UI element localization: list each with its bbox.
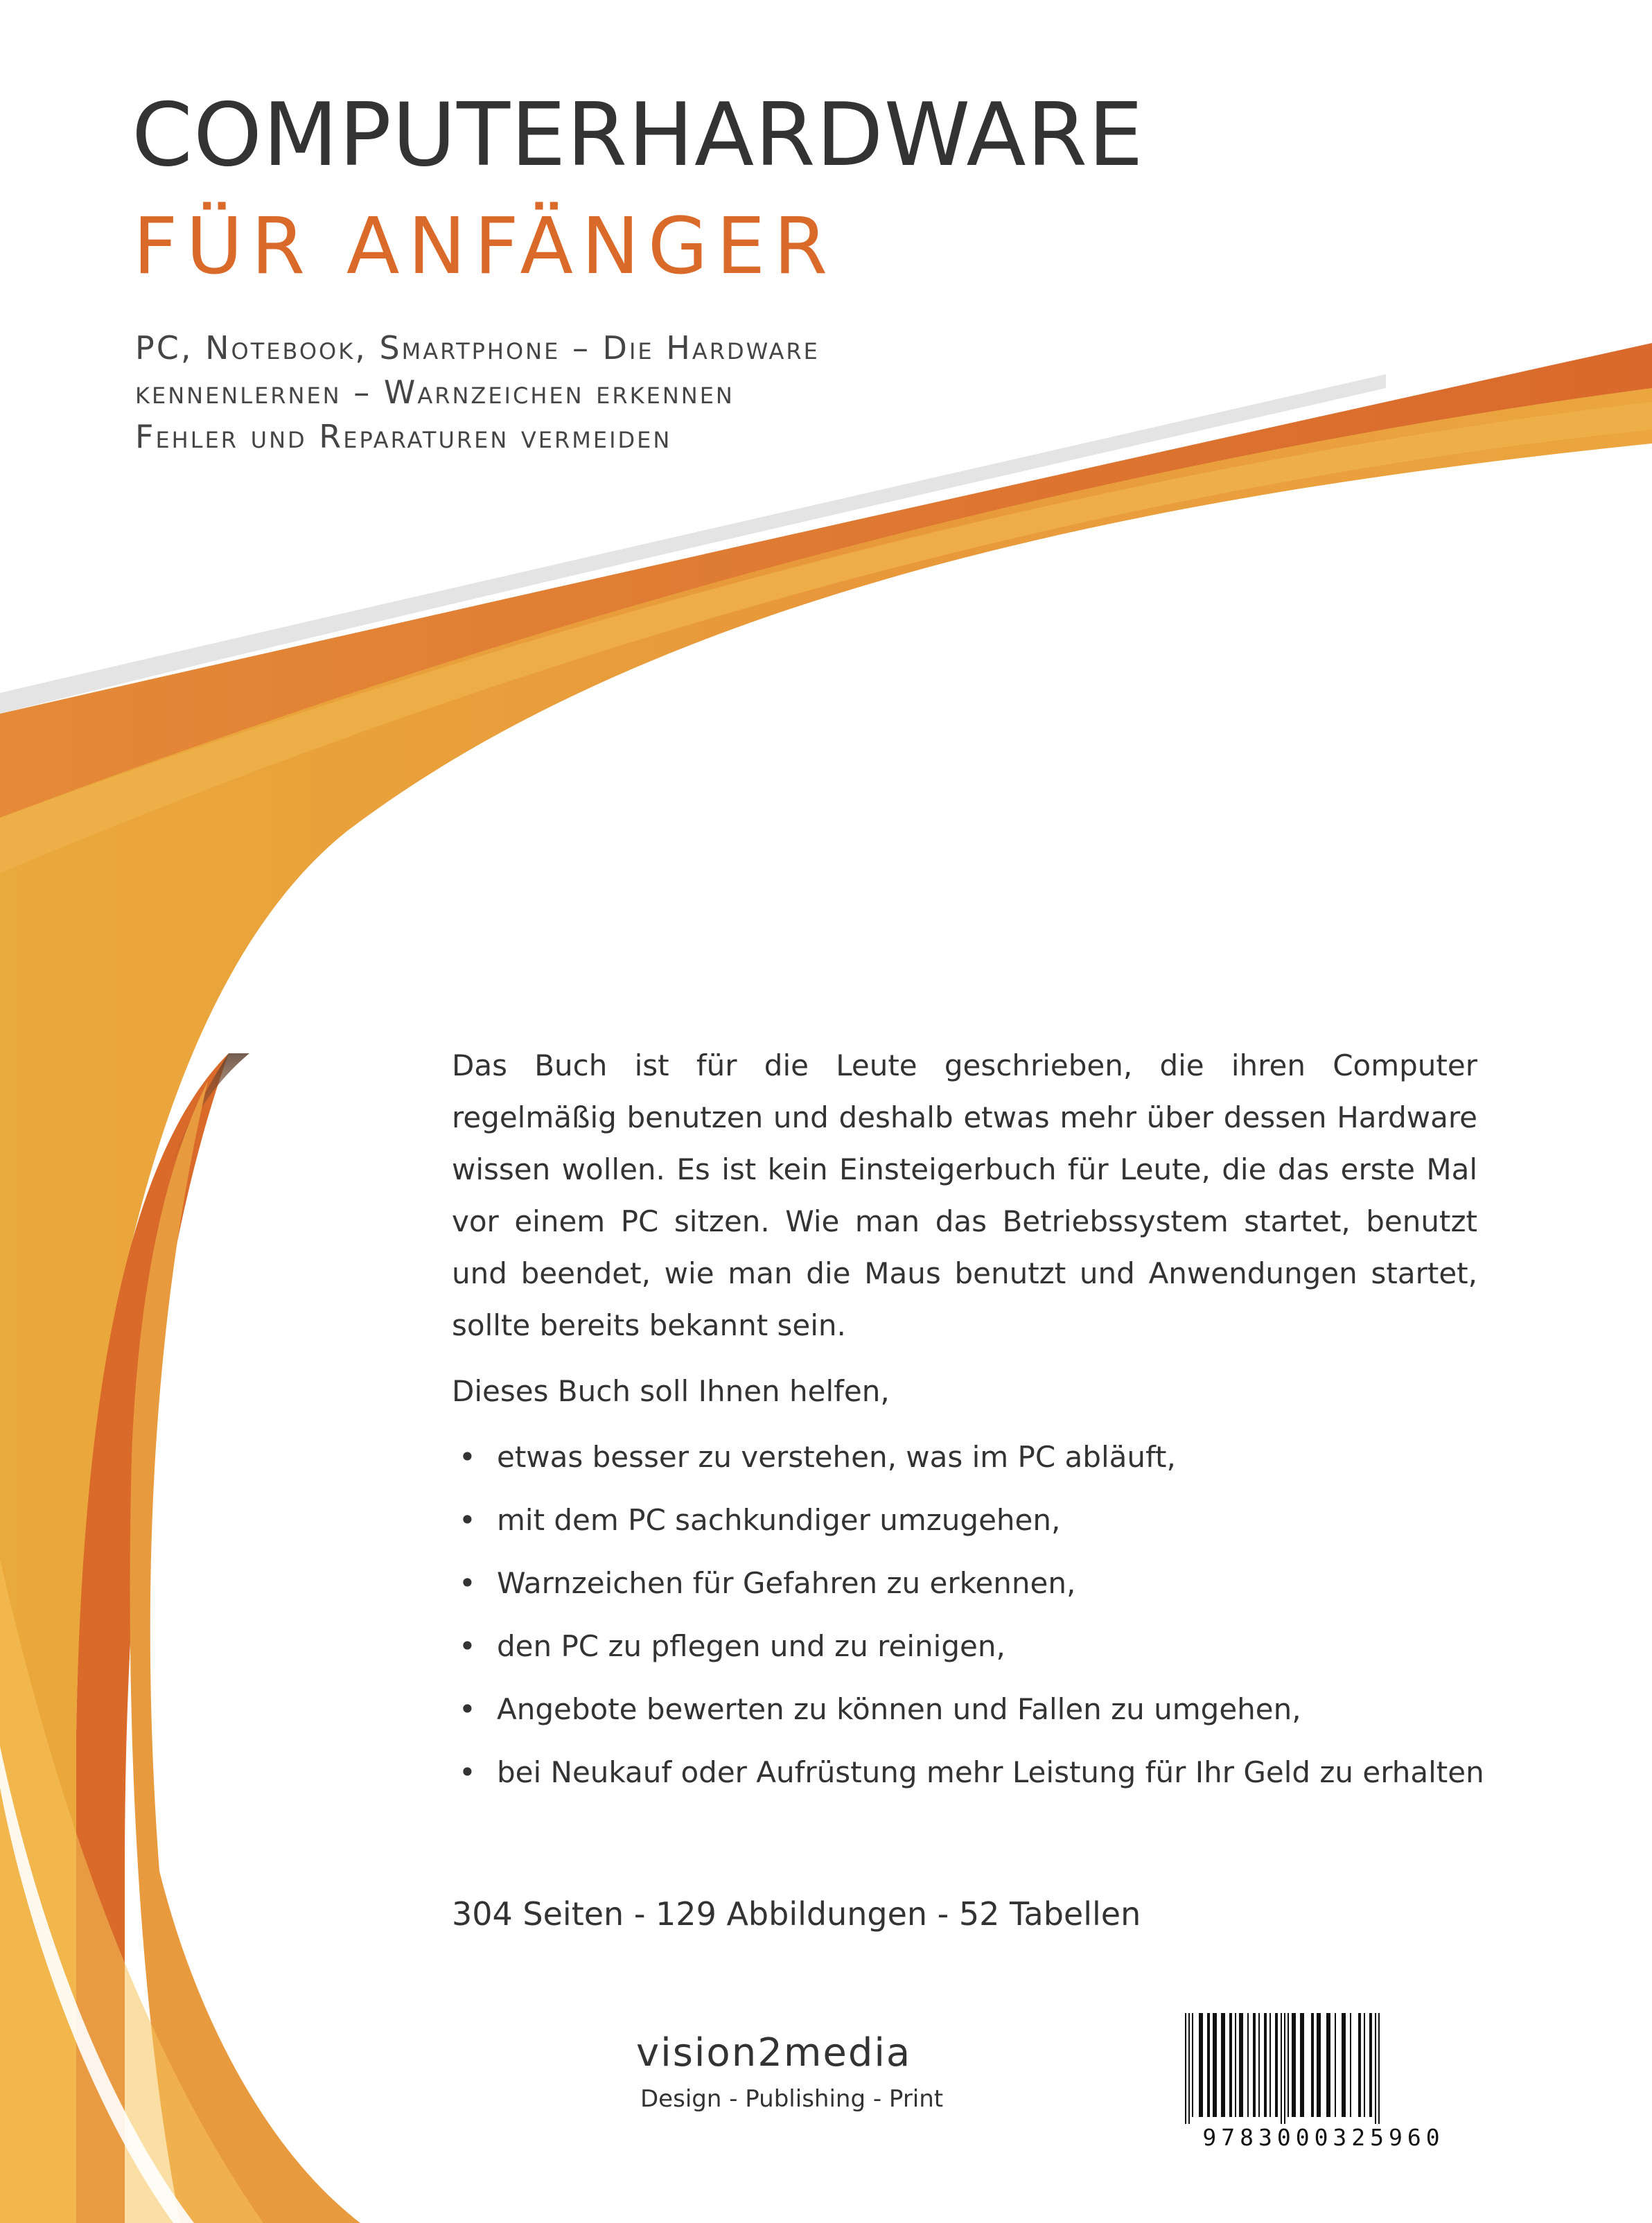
list-item xyxy=(452,1620,1477,1672)
publisher-logo xyxy=(636,2030,944,2113)
tagline xyxy=(135,326,820,459)
barcode-bar xyxy=(1213,2013,1217,2117)
barcode-bar xyxy=(1335,2013,1336,2117)
list-item-text: Angebote bewerten zu können und Fallen zu umgehen, xyxy=(497,1692,1301,1726)
benefit-list xyxy=(452,1431,1484,1798)
barcode-guard-bar xyxy=(1281,2013,1282,2124)
list-item-text: mit dem PC sachkundiger umzugehen, xyxy=(497,1503,1061,1537)
barcode-bar xyxy=(1288,2013,1289,2117)
bullet-icon: • xyxy=(459,1566,476,1600)
isbn-barcode xyxy=(1171,2013,1476,2152)
barcode-bar xyxy=(1264,2013,1267,2117)
barcode-guard-bar xyxy=(1188,2013,1190,2124)
barcode-bar xyxy=(1258,2013,1260,2117)
barcode-bar xyxy=(1229,2013,1232,2117)
barcode-bar xyxy=(1269,2013,1271,2117)
bullet-icon: • xyxy=(459,1503,476,1537)
barcode-bar xyxy=(1239,2013,1243,2117)
barcode-bar xyxy=(1253,2013,1256,2117)
barcode-bar xyxy=(1300,2013,1304,2117)
publisher-slogan: Design - Publishing - Print xyxy=(640,2085,944,2113)
barcode-bar xyxy=(1247,2013,1249,2117)
list-item xyxy=(452,1683,1477,1735)
list-item xyxy=(452,1746,1484,1798)
barcode-guard-bar xyxy=(1284,2013,1285,2124)
barcode-guard-bar xyxy=(1375,2013,1376,2124)
barcode-bar xyxy=(1317,2013,1321,2117)
barcode-digits: 9783000325960 xyxy=(1202,2124,1445,2151)
barcode-bar xyxy=(1275,2013,1278,2117)
book-title: COMPUTERHARDWARE xyxy=(132,84,1144,186)
barcode-bar xyxy=(1369,2013,1372,2117)
barcode-bar xyxy=(1326,2013,1330,2117)
barcode-bar xyxy=(1207,2013,1210,2117)
bullet-icon: • xyxy=(459,1755,476,1789)
blurb-paragraph: Das Buch ist für die Leute geschrieben, die ihren Computer regelmäßig benutzen und deshalb etwas mehr über dessen Hardware wissen wollen. Es ist kein Einsteigerbuch für Leute, die das erste Mal vor einem PC sitzen. Wie man das Betriebssystem startet, benutzt und beendet, wie man die Maus benutzt und Anwendungen startet, sollte bereits bekannt sein. xyxy=(452,1048,1477,1342)
tagline-line: PC, Notebook, Smartphone – Die Hardware xyxy=(135,329,820,367)
bullet-icon: • xyxy=(459,1629,476,1663)
book-stats: 304 Seiten - 129 Abbildungen - 52 Tabellen xyxy=(452,1895,1141,1933)
list-item xyxy=(452,1557,1477,1609)
barcode-bar xyxy=(1235,2013,1236,2117)
barcode-bar xyxy=(1364,2013,1365,2117)
barcode-bar xyxy=(1221,2013,1225,2117)
barcode-bars xyxy=(1171,2013,1476,2124)
barcode-bar xyxy=(1342,2013,1346,2117)
publisher-name: vision2media xyxy=(636,2030,912,2075)
barcode-bar xyxy=(1311,2013,1314,2117)
list-item xyxy=(452,1494,1477,1546)
barcode-bar xyxy=(1358,2013,1361,2117)
barcode-guard-bar xyxy=(1185,2013,1186,2124)
list-item-text: den PC zu pflegen und zu reinigen, xyxy=(497,1629,1005,1663)
barcode-bar xyxy=(1199,2013,1203,2117)
blurb xyxy=(452,1039,1484,1809)
list-item-text: bei Neukauf oder Aufrüstung mehr Leistung für Ihr Geld zu erhalten xyxy=(497,1755,1484,1789)
barcode-bar xyxy=(1292,2013,1296,2117)
list-item xyxy=(452,1431,1477,1483)
barcode-bar xyxy=(1192,2013,1193,2117)
bullet-icon: • xyxy=(459,1440,476,1474)
book-subtitle: FÜR ANFÄNGER xyxy=(133,202,836,292)
bullet-icon: • xyxy=(459,1692,476,1726)
list-item-text: etwas besser zu verstehen, was im PC abläuft, xyxy=(497,1440,1176,1474)
blurb-intro: Dieses Buch soll Ihnen helfen, xyxy=(452,1374,890,1408)
list-item-text: Warnzeichen für Gefahren zu erkennen, xyxy=(497,1566,1076,1600)
tagline-line: Fehler und Reparaturen vermeiden xyxy=(135,418,672,455)
barcode-guard-bar xyxy=(1378,2013,1380,2124)
tagline-line: kennenlernen – Warnzeichen erkennen xyxy=(135,374,735,411)
barcode-bar xyxy=(1350,2013,1351,2117)
